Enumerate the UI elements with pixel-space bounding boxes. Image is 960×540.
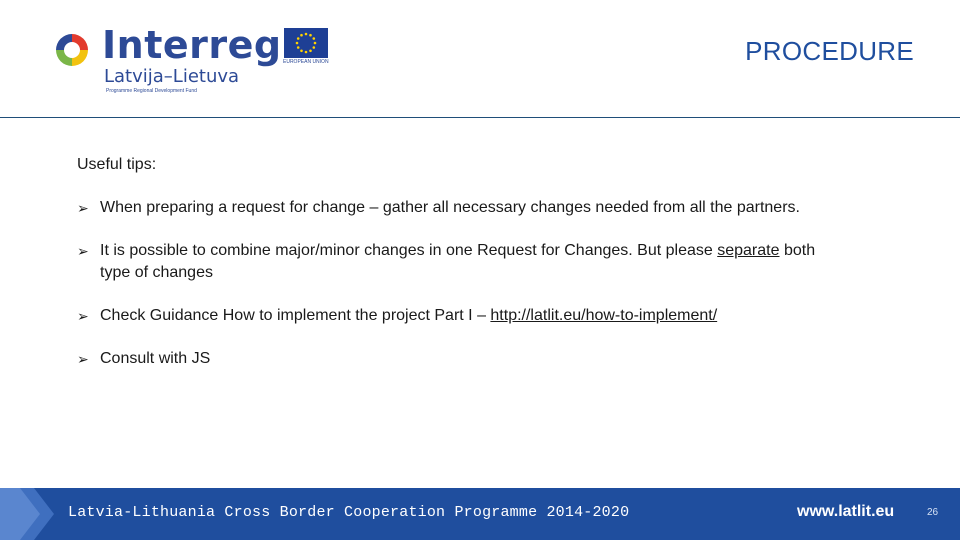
bullet-text: It is possible to combine major/minor changes in one Request for Changes. But please [100, 242, 718, 259]
interreg-logo [50, 22, 340, 100]
interreg-swirl-icon [52, 30, 92, 70]
slide-header [0, 0, 960, 118]
eu-flag-icon [284, 28, 328, 58]
slide-content [77, 154, 837, 391]
list-item [77, 197, 837, 219]
tips-heading: Useful tips: [77, 156, 157, 173]
list-item [77, 305, 837, 327]
logo-wordmark: Interreg [102, 23, 282, 67]
list-item [77, 348, 837, 370]
arrow-bullet-icon: ➢ [77, 200, 89, 216]
slide-title: PROCEDURE [745, 36, 914, 66]
arrow-bullet-icon: ➢ [77, 243, 89, 259]
page-number: 26 [927, 507, 939, 518]
bullet-text: Consult with JS [100, 350, 211, 367]
bullet-text: Check Guidance How to implement the project Part I – [100, 307, 491, 324]
logo-subtitle: Latvija–Lietuva [104, 66, 240, 87]
bullet-text-end: both type of changes [100, 242, 816, 281]
eu-caption: EUROPEAN UNION [283, 59, 329, 65]
slide-footer [0, 488, 960, 540]
footer-chevron-icon [0, 488, 54, 540]
footer-website: www.latlit.eu [797, 503, 895, 520]
list-item [77, 240, 837, 284]
guidance-link[interactable]: http://latlit.eu/how-to-implement/ [490, 307, 718, 324]
logo-fine-print: Programme Regional Development Fund [106, 88, 197, 94]
bullet-text: When preparing a request for change – gather all necessary changes needed from all the partners. [100, 199, 800, 216]
footer-programme-name: Latvia-Lithuania Cross Border Cooperation Programme 2014-2020 [68, 504, 630, 521]
underlined-text: separate [717, 242, 780, 259]
arrow-bullet-icon: ➢ [77, 308, 89, 324]
arrow-bullet-icon: ➢ [77, 351, 89, 367]
